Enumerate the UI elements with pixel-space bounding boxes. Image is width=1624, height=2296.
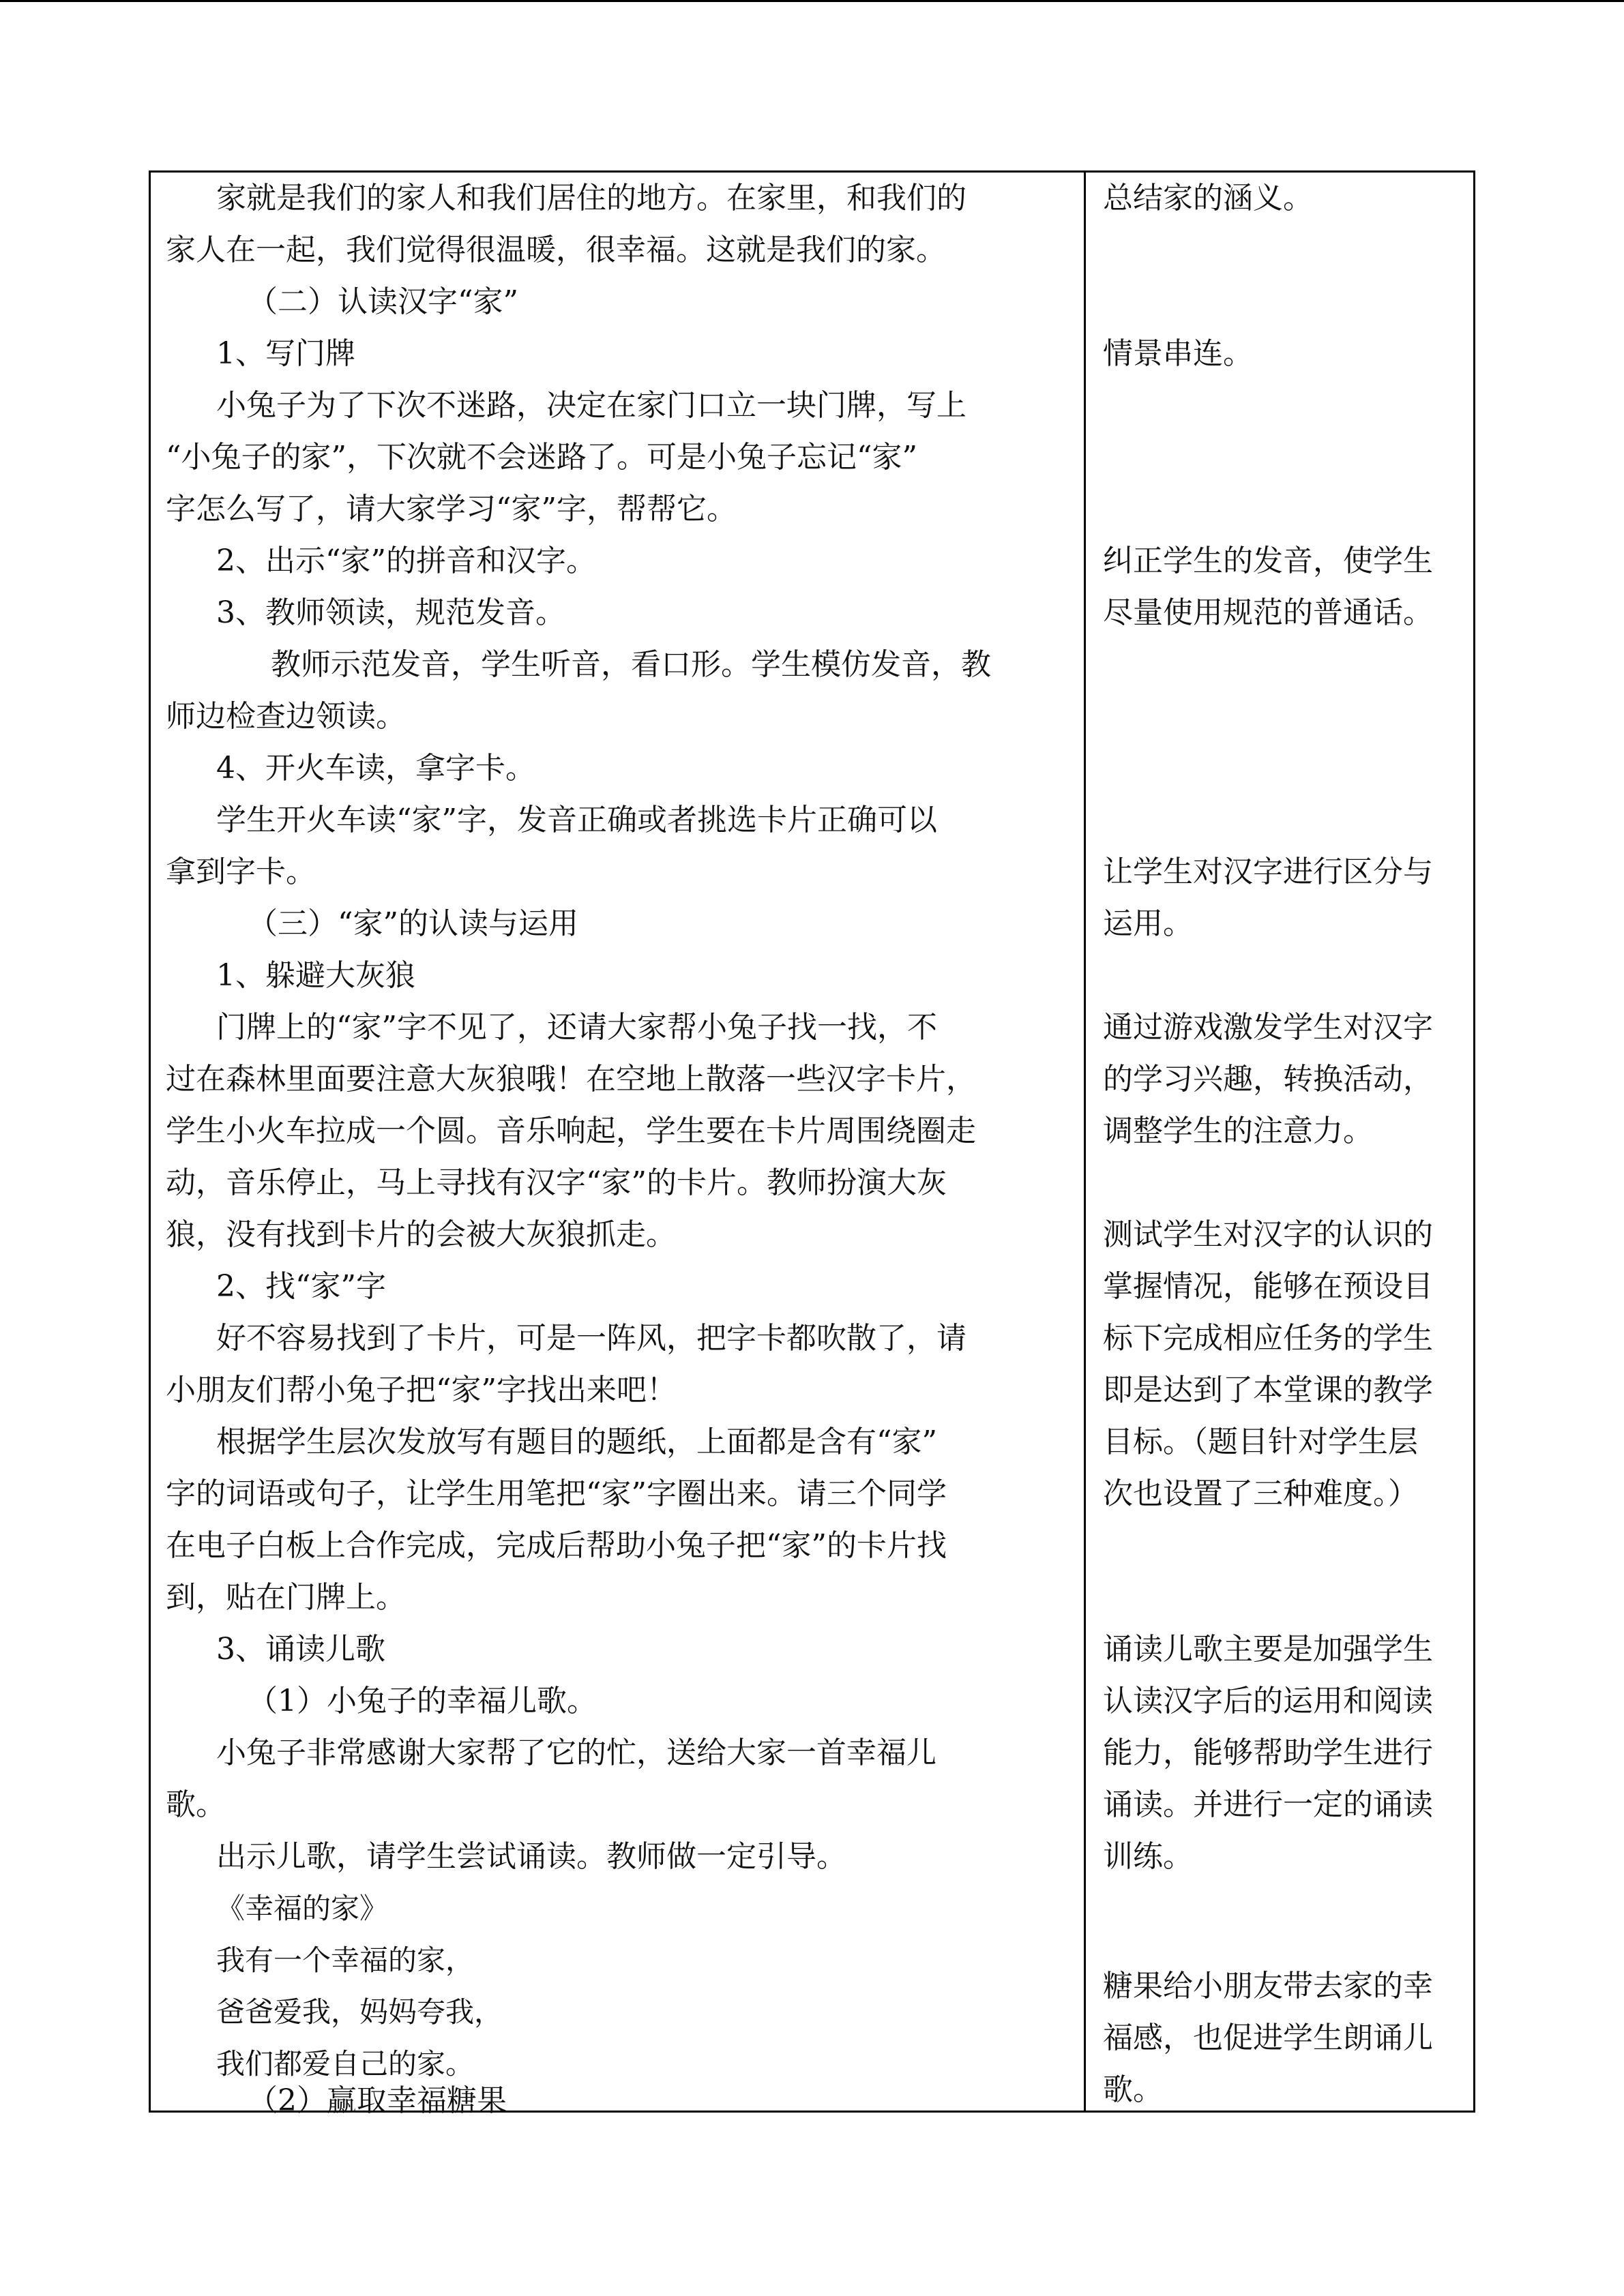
note-line: 次也设置了三种难度。） [1103, 1476, 1418, 1511]
note-line: 的学习兴趣，转换活动， [1103, 1062, 1433, 1097]
note-line: 糖果给小朋友带去家的幸 [1103, 1969, 1433, 2003]
main-line: 出示儿歌，请学生尝试诵读。教师做一定引导。 [216, 1839, 846, 1874]
note-line: 掌握情况，能够在预设目 [1103, 1269, 1433, 1304]
main-line: 小兔子为了下次不迷路，决定在家门口立一块门牌，写上 [216, 388, 966, 423]
main-line: 小兔子非常感谢大家帮了它的忙，送给大家一首幸福儿 [216, 1735, 936, 1770]
note-line: 歌。 [1103, 2072, 1163, 2107]
note-line: 运用。 [1103, 906, 1193, 941]
page-top-border [0, 0, 1624, 2]
poem-line: 我们都爱自己的家。 [216, 2047, 475, 2081]
main-line: 动，音乐停止，马上寻找有汉字“家”的卡片。教师扮演大灰 [166, 1165, 947, 1200]
sub-step-heading: （1）小兔子的幸福儿歌。 [248, 1684, 597, 1718]
main-line: 门牌上的“家”字不见了，还请大家帮小兔子找一找，不 [216, 1010, 937, 1045]
main-line: 字的词语或句子，让学生用笔把“家”字圈出来。请三个同学 [166, 1476, 947, 1511]
step-heading: 2、找“家”字 [216, 1269, 386, 1304]
section-heading: （三）“家”的认读与运用 [248, 906, 578, 941]
main-line: 师边检查边领读。 [166, 699, 406, 734]
main-line: 学生小火车拉成一个圆。音乐响起，学生要在卡片周围绕圈走 [166, 1114, 976, 1148]
step-heading: 1、写门牌 [216, 336, 355, 371]
main-line: 过在森林里面要注意大灰狼哦！在空地上散落一些汉字卡片， [166, 1062, 976, 1097]
sub-step-heading: （2）赢取幸福糖果 [248, 2083, 507, 2118]
note-line: 训练。 [1103, 1839, 1193, 1874]
note-line: 认读汉字后的运用和阅读 [1103, 1684, 1433, 1718]
note-line: 纠正学生的发音，使学生 [1103, 543, 1433, 578]
note-line: 总结家的涵义。 [1103, 181, 1313, 215]
poem-title: 《幸福的家》 [216, 1892, 389, 1925]
main-line: 狼，没有找到卡片的会被大灰狼抓走。 [166, 1217, 676, 1252]
step-heading: 3、诵读儿歌 [216, 1632, 385, 1667]
poem-line: 我有一个幸福的家， [216, 1943, 475, 1977]
section-heading: （二）认读汉字“家” [248, 284, 518, 319]
note-line: 诵读。并进行一定的诵读 [1103, 1787, 1433, 1822]
poem-line: 爸爸爱我，妈妈夸我， [216, 1995, 503, 2029]
step-heading: 3、教师领读，规范发音。 [216, 595, 565, 630]
note-line: 即是达到了本堂课的教学 [1103, 1373, 1433, 1407]
lesson-plan-table [149, 170, 1475, 2118]
main-line: 字怎么写了，请大家学习“家”字，帮帮它。 [166, 492, 737, 526]
note-line: 情景串连。 [1103, 336, 1253, 371]
note-line: 福感，也促进学生朗诵儿 [1103, 2021, 1433, 2055]
main-line: 在电子白板上合作完成，完成后帮助小兔子把“家”的卡片找 [166, 1528, 947, 1563]
main-line: “小兔子的家”，下次就不会迷路了。可是小兔子忘记“家” [166, 440, 917, 475]
note-line: 诵读儿歌主要是加强学生 [1103, 1632, 1433, 1667]
column-divider [1084, 173, 1086, 2111]
main-line: 根据学生层次发放写有题目的题纸，上面都是含有“家” [216, 1425, 937, 1459]
main-line: 歌。 [166, 1787, 226, 1822]
main-line: 家就是我们的家人和我们居住的地方。在家里，和我们的 [216, 181, 966, 215]
note-line: 让学生对汉字进行区分与 [1103, 854, 1433, 889]
main-line: 到，贴在门牌上。 [166, 1580, 406, 1615]
main-line: 家人在一起，我们觉得很温暖，很幸福。这就是我们的家。 [166, 233, 946, 267]
note-line: 标下完成相应任务的学生 [1103, 1321, 1433, 1356]
note-line: 能力，能够帮助学生进行 [1103, 1735, 1433, 1770]
note-line: 目标。（题目针对学生层 [1103, 1425, 1418, 1459]
step-heading: 4、开火车读，拿字卡。 [216, 751, 535, 786]
main-line: 教师示范发音，学生听音，看口形。学生模仿发音，教 [271, 647, 991, 682]
note-line: 尽量使用规范的普通话。 [1103, 595, 1433, 630]
step-heading: 1、躲避大灰狼 [216, 958, 415, 993]
main-line: 拿到字卡。 [166, 854, 316, 889]
step-heading: 2、出示“家”的拼音和汉字。 [216, 543, 596, 578]
main-line: 学生开火车读“家”字，发音正确或者挑选卡片正确可以 [216, 803, 937, 837]
note-line: 调整学生的注意力。 [1103, 1114, 1373, 1148]
main-line: 小朋友们帮小兔子把“家”字找出来吧！ [166, 1373, 677, 1407]
main-line: 好不容易找到了卡片，可是一阵风，把字卡都吹散了，请 [216, 1321, 966, 1356]
note-line: 测试学生对汉字的认识的 [1103, 1217, 1433, 1252]
note-line: 通过游戏激发学生对汉字 [1103, 1010, 1433, 1045]
